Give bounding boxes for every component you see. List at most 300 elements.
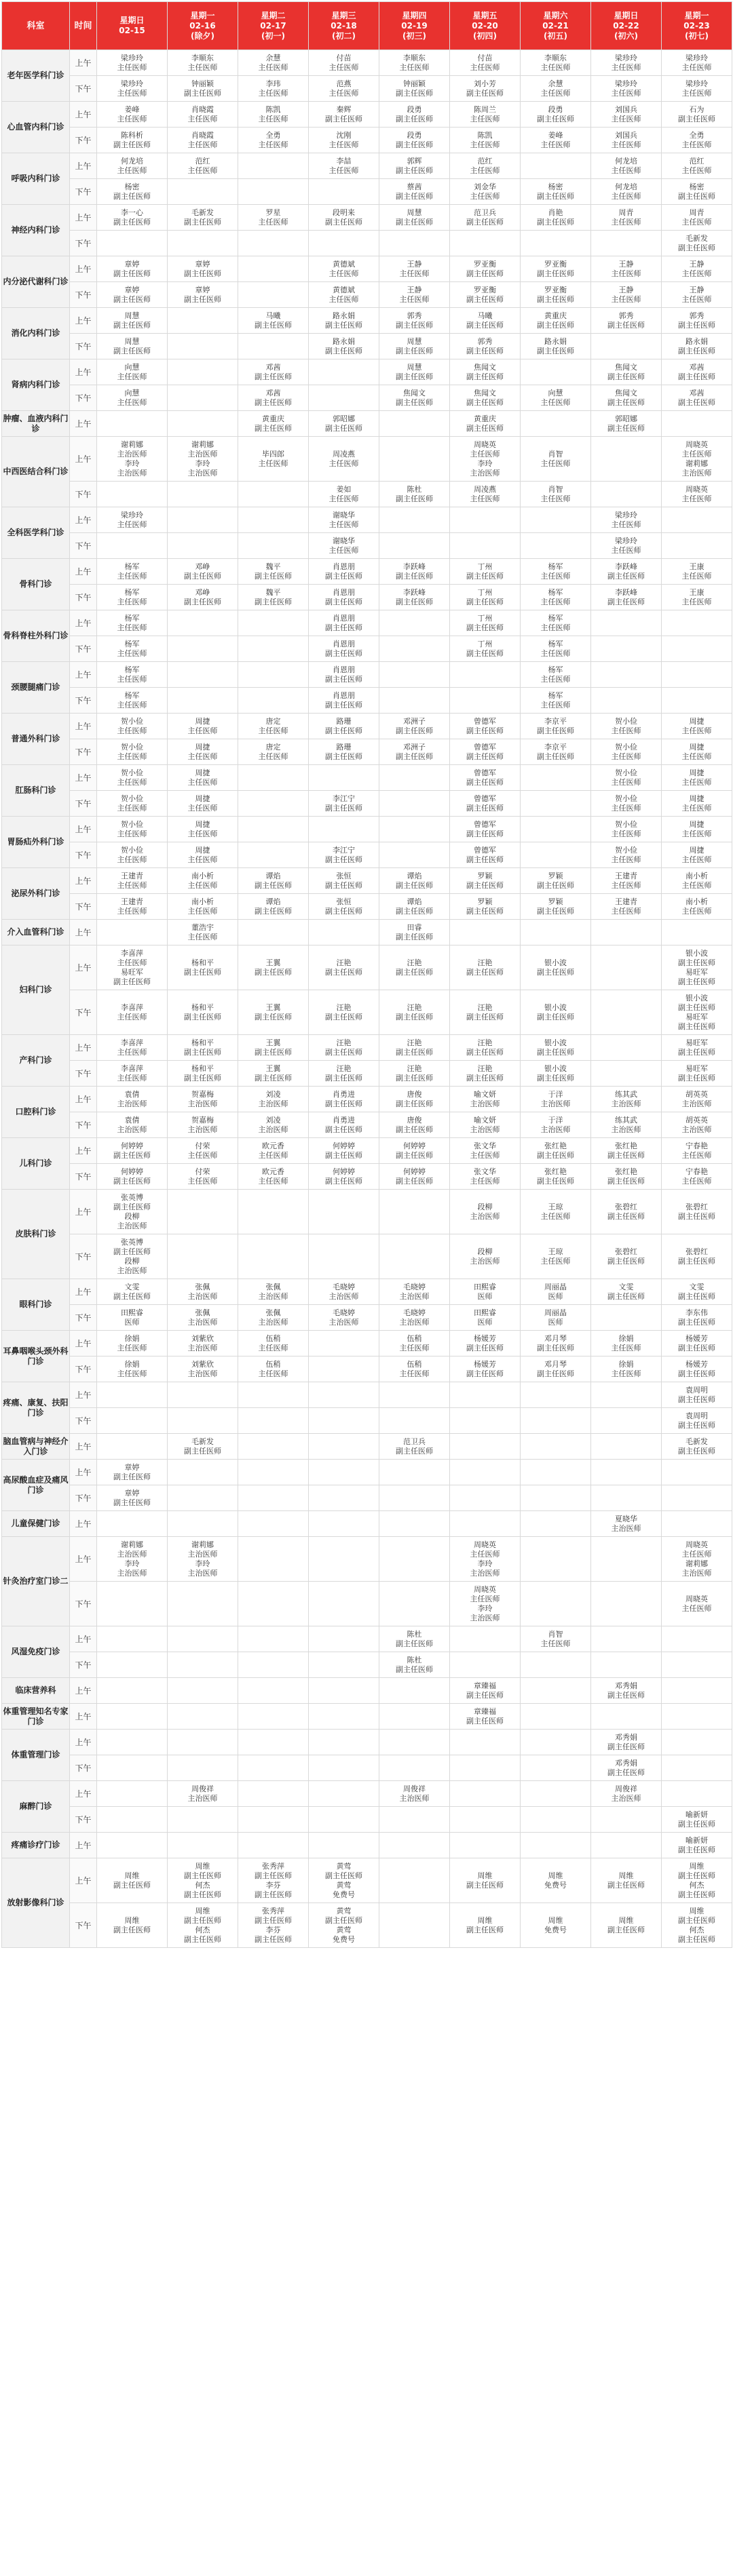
doctor-slot[interactable] (168, 1678, 238, 1704)
doctor-slot[interactable] (309, 1164, 379, 1190)
doctor-slot[interactable] (662, 482, 732, 507)
doctor-slot[interactable] (238, 817, 309, 842)
doctor-slot[interactable] (238, 507, 309, 533)
doctor-slot[interactable] (309, 920, 379, 945)
doctor-slot[interactable] (379, 231, 450, 256)
doctor-slot[interactable] (168, 1434, 238, 1460)
doctor-slot[interactable] (168, 1704, 238, 1730)
doctor-slot[interactable] (168, 1164, 238, 1190)
doctor-slot[interactable] (379, 1678, 450, 1704)
doctor-slot[interactable] (591, 102, 662, 128)
doctor-slot[interactable] (450, 791, 521, 817)
doctor-slot[interactable] (662, 128, 732, 153)
doctor-slot[interactable] (309, 256, 379, 282)
doctor-slot[interactable] (168, 231, 238, 256)
doctor-slot[interactable] (168, 1112, 238, 1138)
doctor-slot[interactable] (309, 945, 379, 990)
doctor-slot[interactable] (591, 1234, 662, 1279)
doctor-slot[interactable] (591, 1357, 662, 1382)
doctor-slot[interactable] (97, 714, 168, 739)
doctor-slot[interactable] (168, 1305, 238, 1331)
doctor-slot[interactable] (662, 559, 732, 585)
doctor-slot[interactable] (97, 385, 168, 411)
doctor-slot[interactable] (97, 256, 168, 282)
doctor-slot[interactable] (379, 282, 450, 308)
doctor-slot[interactable] (309, 1279, 379, 1305)
doctor-slot[interactable] (238, 765, 309, 791)
doctor-slot[interactable] (662, 1678, 732, 1704)
doctor-slot[interactable] (379, 1485, 450, 1511)
doctor-slot[interactable] (450, 1704, 521, 1730)
doctor-slot[interactable] (379, 990, 450, 1035)
doctor-slot[interactable] (309, 662, 379, 688)
doctor-slot[interactable] (168, 334, 238, 359)
doctor-slot[interactable] (309, 1305, 379, 1331)
doctor-slot[interactable] (97, 1781, 168, 1807)
doctor-slot[interactable] (521, 256, 591, 282)
doctor-slot[interactable] (591, 610, 662, 636)
doctor-slot[interactable] (521, 102, 591, 128)
doctor-slot[interactable] (238, 688, 309, 714)
doctor-slot[interactable] (238, 1035, 309, 1061)
doctor-slot[interactable] (450, 1626, 521, 1652)
doctor-slot[interactable] (309, 1190, 379, 1234)
doctor-slot[interactable] (309, 385, 379, 411)
doctor-slot[interactable] (168, 359, 238, 385)
doctor-slot[interactable] (97, 636, 168, 662)
doctor-slot[interactable] (591, 1678, 662, 1704)
doctor-slot[interactable] (97, 791, 168, 817)
doctor-slot[interactable] (379, 334, 450, 359)
doctor-slot[interactable] (662, 179, 732, 205)
doctor-slot[interactable] (168, 842, 238, 868)
doctor-slot[interactable] (168, 1331, 238, 1357)
doctor-slot[interactable] (379, 791, 450, 817)
doctor-slot[interactable] (450, 585, 521, 610)
doctor-slot[interactable] (168, 1781, 238, 1807)
doctor-slot[interactable] (591, 1858, 662, 1903)
doctor-slot[interactable] (450, 1234, 521, 1279)
doctor-slot[interactable] (521, 610, 591, 636)
doctor-slot[interactable] (521, 990, 591, 1035)
doctor-slot[interactable] (97, 1626, 168, 1652)
doctor-slot[interactable] (521, 179, 591, 205)
doctor-slot[interactable] (97, 920, 168, 945)
doctor-slot[interactable] (168, 1537, 238, 1582)
doctor-slot[interactable] (521, 1626, 591, 1652)
doctor-slot[interactable] (521, 1511, 591, 1537)
doctor-slot[interactable] (521, 636, 591, 662)
doctor-slot[interactable] (238, 1582, 309, 1626)
doctor-slot[interactable] (97, 1164, 168, 1190)
doctor-slot[interactable] (309, 894, 379, 920)
doctor-slot[interactable] (97, 1434, 168, 1460)
doctor-slot[interactable] (521, 308, 591, 334)
doctor-slot[interactable] (379, 50, 450, 76)
doctor-slot[interactable] (662, 662, 732, 688)
doctor-slot[interactable] (379, 1382, 450, 1408)
doctor-slot[interactable] (379, 1511, 450, 1537)
doctor-slot[interactable] (450, 1408, 521, 1434)
doctor-slot[interactable] (309, 1138, 379, 1164)
doctor-slot[interactable] (662, 920, 732, 945)
doctor-slot[interactable] (521, 1331, 591, 1357)
doctor-slot[interactable] (97, 1279, 168, 1305)
doctor-slot[interactable] (238, 1382, 309, 1408)
doctor-slot[interactable] (379, 585, 450, 610)
doctor-slot[interactable] (379, 102, 450, 128)
doctor-slot[interactable] (662, 1138, 732, 1164)
doctor-slot[interactable] (97, 231, 168, 256)
doctor-slot[interactable] (168, 179, 238, 205)
doctor-slot[interactable] (238, 205, 309, 231)
doctor-slot[interactable] (591, 1511, 662, 1537)
doctor-slot[interactable] (591, 153, 662, 179)
doctor-slot[interactable] (521, 437, 591, 482)
doctor-slot[interactable] (379, 1807, 450, 1833)
doctor-slot[interactable] (662, 385, 732, 411)
doctor-slot[interactable] (97, 507, 168, 533)
doctor-slot[interactable] (450, 437, 521, 482)
doctor-slot[interactable] (379, 1305, 450, 1331)
doctor-slot[interactable] (309, 791, 379, 817)
doctor-slot[interactable] (662, 1903, 732, 1948)
doctor-slot[interactable] (450, 1305, 521, 1331)
doctor-slot[interactable] (309, 231, 379, 256)
doctor-slot[interactable] (309, 1730, 379, 1755)
doctor-slot[interactable] (521, 1279, 591, 1305)
doctor-slot[interactable] (309, 128, 379, 153)
doctor-slot[interactable] (168, 1652, 238, 1678)
doctor-slot[interactable] (309, 1652, 379, 1678)
doctor-slot[interactable] (309, 1234, 379, 1279)
doctor-slot[interactable] (97, 128, 168, 153)
doctor-slot[interactable] (591, 533, 662, 559)
doctor-slot[interactable] (521, 1652, 591, 1678)
doctor-slot[interactable] (168, 102, 238, 128)
doctor-slot[interactable] (591, 179, 662, 205)
doctor-slot[interactable] (97, 1234, 168, 1279)
doctor-slot[interactable] (662, 765, 732, 791)
doctor-slot[interactable] (238, 1112, 309, 1138)
doctor-slot[interactable] (238, 256, 309, 282)
doctor-slot[interactable] (238, 334, 309, 359)
doctor-slot[interactable] (238, 231, 309, 256)
doctor-slot[interactable] (521, 1305, 591, 1331)
doctor-slot[interactable] (379, 153, 450, 179)
doctor-slot[interactable] (521, 714, 591, 739)
doctor-slot[interactable] (521, 739, 591, 765)
doctor-slot[interactable] (591, 437, 662, 482)
doctor-slot[interactable] (309, 102, 379, 128)
doctor-slot[interactable] (97, 282, 168, 308)
doctor-slot[interactable] (591, 990, 662, 1035)
doctor-slot[interactable] (379, 1626, 450, 1652)
doctor-slot[interactable] (521, 231, 591, 256)
doctor-slot[interactable] (521, 662, 591, 688)
doctor-slot[interactable] (379, 610, 450, 636)
doctor-slot[interactable] (379, 1190, 450, 1234)
doctor-slot[interactable] (379, 920, 450, 945)
doctor-slot[interactable] (662, 1434, 732, 1460)
doctor-slot[interactable] (309, 1704, 379, 1730)
doctor-slot[interactable] (168, 1279, 238, 1305)
doctor-slot[interactable] (309, 1807, 379, 1833)
doctor-slot[interactable] (97, 1678, 168, 1704)
doctor-slot[interactable] (450, 533, 521, 559)
doctor-slot[interactable] (450, 256, 521, 282)
doctor-slot[interactable] (521, 1730, 591, 1755)
doctor-slot[interactable] (662, 411, 732, 437)
doctor-slot[interactable] (591, 662, 662, 688)
doctor-slot[interactable] (379, 205, 450, 231)
doctor-slot[interactable] (521, 765, 591, 791)
doctor-slot[interactable] (521, 533, 591, 559)
doctor-slot[interactable] (662, 1858, 732, 1903)
doctor-slot[interactable] (97, 153, 168, 179)
doctor-slot[interactable] (662, 334, 732, 359)
doctor-slot[interactable] (309, 1582, 379, 1626)
doctor-slot[interactable] (168, 990, 238, 1035)
doctor-slot[interactable] (238, 1511, 309, 1537)
doctor-slot[interactable] (591, 1460, 662, 1485)
doctor-slot[interactable] (379, 945, 450, 990)
doctor-slot[interactable] (97, 662, 168, 688)
doctor-slot[interactable] (309, 559, 379, 585)
doctor-slot[interactable] (309, 1331, 379, 1357)
doctor-slot[interactable] (450, 153, 521, 179)
doctor-slot[interactable] (309, 50, 379, 76)
doctor-slot[interactable] (309, 1485, 379, 1511)
doctor-slot[interactable] (450, 1434, 521, 1460)
doctor-slot[interactable] (662, 256, 732, 282)
doctor-slot[interactable] (168, 1138, 238, 1164)
doctor-slot[interactable] (168, 1833, 238, 1858)
doctor-slot[interactable] (591, 1781, 662, 1807)
doctor-slot[interactable] (591, 282, 662, 308)
doctor-slot[interactable] (168, 205, 238, 231)
doctor-slot[interactable] (662, 1460, 732, 1485)
doctor-slot[interactable] (521, 1755, 591, 1781)
doctor-slot[interactable] (238, 585, 309, 610)
doctor-slot[interactable] (238, 102, 309, 128)
doctor-slot[interactable] (591, 1537, 662, 1582)
doctor-slot[interactable] (379, 1408, 450, 1434)
doctor-slot[interactable] (662, 1511, 732, 1537)
doctor-slot[interactable] (309, 437, 379, 482)
doctor-slot[interactable] (238, 1460, 309, 1485)
doctor-slot[interactable] (168, 920, 238, 945)
doctor-slot[interactable] (238, 610, 309, 636)
doctor-slot[interactable] (521, 1061, 591, 1087)
doctor-slot[interactable] (662, 1357, 732, 1382)
doctor-slot[interactable] (662, 1279, 732, 1305)
doctor-slot[interactable] (168, 1903, 238, 1948)
doctor-slot[interactable] (379, 1234, 450, 1279)
doctor-slot[interactable] (238, 1164, 309, 1190)
doctor-slot[interactable] (591, 1755, 662, 1781)
doctor-slot[interactable] (662, 1305, 732, 1331)
doctor-slot[interactable] (450, 714, 521, 739)
doctor-slot[interactable] (238, 1652, 309, 1678)
doctor-slot[interactable] (450, 1858, 521, 1903)
doctor-slot[interactable] (168, 1755, 238, 1781)
doctor-slot[interactable] (238, 385, 309, 411)
doctor-slot[interactable] (238, 76, 309, 102)
doctor-slot[interactable] (238, 894, 309, 920)
doctor-slot[interactable] (521, 1112, 591, 1138)
doctor-slot[interactable] (309, 1537, 379, 1582)
doctor-slot[interactable] (238, 1730, 309, 1755)
doctor-slot[interactable] (97, 817, 168, 842)
doctor-slot[interactable] (591, 385, 662, 411)
doctor-slot[interactable] (238, 1331, 309, 1357)
doctor-slot[interactable] (238, 636, 309, 662)
doctor-slot[interactable] (450, 334, 521, 359)
doctor-slot[interactable] (450, 868, 521, 894)
doctor-slot[interactable] (168, 1190, 238, 1234)
doctor-slot[interactable] (309, 1511, 379, 1537)
doctor-slot[interactable] (450, 662, 521, 688)
doctor-slot[interactable] (97, 1485, 168, 1511)
doctor-slot[interactable] (521, 334, 591, 359)
doctor-slot[interactable] (450, 411, 521, 437)
doctor-slot[interactable] (97, 1331, 168, 1357)
doctor-slot[interactable] (97, 842, 168, 868)
doctor-slot[interactable] (662, 1730, 732, 1755)
doctor-slot[interactable] (521, 1807, 591, 1833)
doctor-slot[interactable] (591, 714, 662, 739)
doctor-slot[interactable] (450, 1730, 521, 1755)
doctor-slot[interactable] (309, 76, 379, 102)
doctor-slot[interactable] (521, 1582, 591, 1626)
doctor-slot[interactable] (238, 1408, 309, 1434)
doctor-slot[interactable] (521, 868, 591, 894)
doctor-slot[interactable] (238, 1537, 309, 1582)
doctor-slot[interactable] (309, 817, 379, 842)
doctor-slot[interactable] (97, 1537, 168, 1582)
doctor-slot[interactable] (662, 205, 732, 231)
doctor-slot[interactable] (591, 1626, 662, 1652)
doctor-slot[interactable] (238, 662, 309, 688)
doctor-slot[interactable] (379, 1858, 450, 1903)
doctor-slot[interactable] (97, 334, 168, 359)
doctor-slot[interactable] (379, 1537, 450, 1582)
doctor-slot[interactable] (238, 308, 309, 334)
doctor-slot[interactable] (97, 894, 168, 920)
doctor-slot[interactable] (97, 1807, 168, 1833)
doctor-slot[interactable] (591, 817, 662, 842)
doctor-slot[interactable] (521, 559, 591, 585)
doctor-slot[interactable] (591, 359, 662, 385)
doctor-slot[interactable] (238, 1190, 309, 1234)
doctor-slot[interactable] (450, 894, 521, 920)
doctor-slot[interactable] (591, 256, 662, 282)
doctor-slot[interactable] (309, 153, 379, 179)
doctor-slot[interactable] (309, 1112, 379, 1138)
doctor-slot[interactable] (591, 1331, 662, 1357)
doctor-slot[interactable] (238, 739, 309, 765)
doctor-slot[interactable] (591, 1279, 662, 1305)
doctor-slot[interactable] (97, 1138, 168, 1164)
doctor-slot[interactable] (450, 282, 521, 308)
doctor-slot[interactable] (168, 868, 238, 894)
doctor-slot[interactable] (379, 739, 450, 765)
doctor-slot[interactable] (450, 1652, 521, 1678)
doctor-slot[interactable] (379, 1138, 450, 1164)
doctor-slot[interactable] (238, 1138, 309, 1164)
doctor-slot[interactable] (591, 1035, 662, 1061)
doctor-slot[interactable] (379, 533, 450, 559)
doctor-slot[interactable] (309, 1061, 379, 1087)
doctor-slot[interactable] (238, 437, 309, 482)
doctor-slot[interactable] (521, 507, 591, 533)
doctor-slot[interactable] (379, 1903, 450, 1948)
doctor-slot[interactable] (591, 945, 662, 990)
doctor-slot[interactable] (238, 1485, 309, 1511)
doctor-slot[interactable] (168, 128, 238, 153)
doctor-slot[interactable] (379, 894, 450, 920)
doctor-slot[interactable] (309, 205, 379, 231)
doctor-slot[interactable] (591, 76, 662, 102)
doctor-slot[interactable] (379, 1755, 450, 1781)
doctor-slot[interactable] (309, 868, 379, 894)
doctor-slot[interactable] (662, 1807, 732, 1833)
doctor-slot[interactable] (591, 1652, 662, 1678)
doctor-slot[interactable] (238, 153, 309, 179)
doctor-slot[interactable] (97, 688, 168, 714)
doctor-slot[interactable] (309, 1833, 379, 1858)
doctor-slot[interactable] (591, 868, 662, 894)
doctor-slot[interactable] (238, 1755, 309, 1781)
doctor-slot[interactable] (662, 610, 732, 636)
doctor-slot[interactable] (379, 1704, 450, 1730)
doctor-slot[interactable] (521, 688, 591, 714)
doctor-slot[interactable] (521, 842, 591, 868)
doctor-slot[interactable] (591, 842, 662, 868)
doctor-slot[interactable] (97, 308, 168, 334)
doctor-slot[interactable] (168, 1807, 238, 1833)
doctor-slot[interactable] (662, 102, 732, 128)
doctor-slot[interactable] (450, 1460, 521, 1485)
doctor-slot[interactable] (591, 128, 662, 153)
doctor-slot[interactable] (521, 1234, 591, 1279)
doctor-slot[interactable] (521, 76, 591, 102)
doctor-slot[interactable] (238, 1305, 309, 1331)
doctor-slot[interactable] (521, 411, 591, 437)
doctor-slot[interactable] (591, 1190, 662, 1234)
doctor-slot[interactable] (309, 636, 379, 662)
doctor-slot[interactable] (238, 1061, 309, 1087)
doctor-slot[interactable] (450, 1678, 521, 1704)
doctor-slot[interactable] (97, 1061, 168, 1087)
doctor-slot[interactable] (97, 1652, 168, 1678)
doctor-slot[interactable] (662, 1234, 732, 1279)
doctor-slot[interactable] (168, 1858, 238, 1903)
doctor-slot[interactable] (238, 1087, 309, 1112)
doctor-slot[interactable] (168, 1408, 238, 1434)
doctor-slot[interactable] (168, 1730, 238, 1755)
doctor-slot[interactable] (309, 688, 379, 714)
doctor-slot[interactable] (662, 507, 732, 533)
doctor-slot[interactable] (662, 688, 732, 714)
doctor-slot[interactable] (521, 205, 591, 231)
doctor-slot[interactable] (238, 50, 309, 76)
doctor-slot[interactable] (521, 1537, 591, 1582)
doctor-slot[interactable] (379, 256, 450, 282)
doctor-slot[interactable] (521, 1408, 591, 1434)
doctor-slot[interactable] (309, 1382, 379, 1408)
